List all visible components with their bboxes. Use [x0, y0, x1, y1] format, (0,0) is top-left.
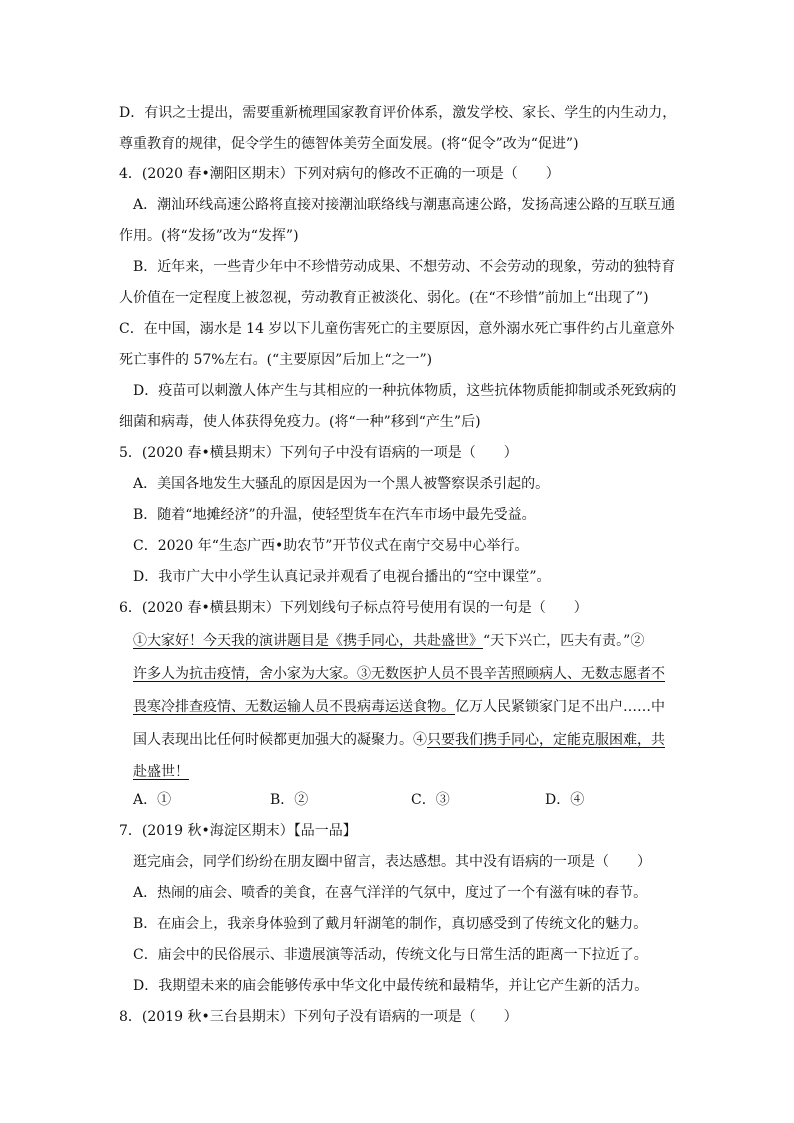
q6-underlined-sentence-4-cont: 赴盛世！ [133, 764, 189, 780]
q6-passage-line1 [133, 631, 644, 651]
q6-passage-line4 [133, 730, 665, 750]
q3-option-d-line2: 尊重教育的规律，促令学生的德智体美劳全面发展。(将“促令”改为“促进”) [119, 136, 579, 152]
q6-passage-line2 [133, 664, 665, 684]
q4-stem: 4．(2020 春•潮阳区期末）下列对病句的修改不正确的一项是（ ） [119, 166, 560, 182]
q6-passage-line3 [133, 697, 665, 717]
q4-option-a-line1: A．潮汕环线高速公路将直接对接潮汕联络线与潮惠高速公路，发扬高速公路的互联互通 [133, 197, 676, 213]
q6-underlined-sentence-4: 只要我们携手同心，定能克服困难，共 [427, 732, 665, 748]
q4-option-d-line1: D．疫苗可以刺激人体产生与其相应的一种抗体物质，这些抗体物质能抑制或杀死致病的 [133, 383, 677, 399]
q3-option-d-line1: D．有识之士提出，需要重新梳理国家教育评价体系，激发学校、家长、学生的内生动力， [119, 105, 677, 121]
q4-option-d-line2: 细菌和病毒，使人体获得免疫力。(将“一种”移到“产生”后) [119, 414, 481, 430]
q6-passage-text: 国人表现出比任何时候都更加强大的凝聚力。④ [133, 732, 427, 748]
q7-option-c: C．庙会中的民俗展示、非遗展演等活动，传统文化与日常生活的距离一下拉近了。 [133, 947, 648, 963]
q7-stem: 7．(2019 秋•海淀区期末）【品一品】 [119, 823, 357, 839]
q5-option-c: C．2020 年“生态广西•助农节”开节仪式在南宁交易中心举行。 [133, 538, 529, 554]
q6-option-d: D．④ [545, 792, 585, 808]
q6-option-c: C．③ [411, 792, 450, 808]
q6-option-b: B．② [270, 792, 309, 808]
q5-option-d: D．我市广大中小学生认真记录并观看了电视台播出的“空中课堂”。 [133, 569, 551, 585]
q6-option-a: A．① [133, 792, 172, 808]
q4-option-b-line2: 人价值在一定程度上被忽视，劳动教育正被淡化、弱化。(在“不珍惜”前加上“出现了”) [119, 290, 649, 306]
q8-stem: 8．(2019 秋•三台县期末）下列句子没有语病的一项是（ ） [119, 1009, 518, 1025]
q4-option-c-line1: C．在中国，溺水是 14 岁以下儿童伤害死亡的主要原因，意外溺水死亡事件约占儿童意外 [119, 321, 675, 337]
q4-option-c-line2: 死亡事件的 57%左右。(“主要原因”后加上“之一”) [119, 352, 433, 368]
q7-intro: 逛完庙会，同学们纷纷在朋友圈中留言，表达感想。其中没有语病的一项是（ ） [133, 854, 651, 870]
q6-passage-text: 亿万人民紧锁家门足不出户……中 [455, 699, 665, 715]
q6-underlined-sentence-3-cont: 畏寒冷排查疫情、无数运输人员不畏病毒运送食物。 [133, 699, 455, 715]
q6-passage-text: “天下兴亡，匹夫有责。”② [483, 633, 645, 649]
q5-stem: 5．(2020 春•横县期末）下列句子中没有语病的一项是（ ） [119, 445, 518, 461]
q6-underlined-sentence-2: 许多人为抗击疫情，舍小家为大家。 [133, 666, 357, 682]
q5-option-a: A．美国各地发生大骚乱的原因是因为一个黑人被警察误杀引起的。 [133, 476, 550, 492]
q6-stem: 6．(2020 春•横县期末）下列划线句子标点符号使用有误的一句是（ ） [119, 600, 588, 616]
q4-option-a-line2: 作用。(将“发扬”改为“发挥”) [119, 228, 299, 244]
q6-underlined-sentence-1: ①大家好！今天我的演讲题目是《携手同心，共赴盛世》 [133, 633, 483, 649]
q5-option-b: B．随着“地摊经济”的升温，使轻型货车在汽车市场中最先受益。 [133, 507, 536, 523]
q4-option-b-line1: B．近年来，一些青少年中不珍惜劳动成果、不想劳动、不会劳动的现象，劳动的独特育 [133, 259, 676, 275]
q6-underlined-sentence-3: ③无数医护人员不畏辛苦照顾病人、无数志愿者不 [357, 666, 665, 682]
q7-option-d: D．我期望未来的庙会能够传承中华文化中最传统和最精华，并让它产生新的活力。 [133, 978, 649, 994]
q7-option-b: B．在庙会上，我亲身体验到了戴月轩湖笔的制作，真切感受到了传统文化的魅力。 [133, 916, 648, 932]
q6-passage-line5 [133, 762, 189, 782]
q7-option-a: A．热闹的庙会、喷香的美食，在喜气洋洋的气氛中，度过了一个有滋有味的春节。 [133, 885, 648, 901]
